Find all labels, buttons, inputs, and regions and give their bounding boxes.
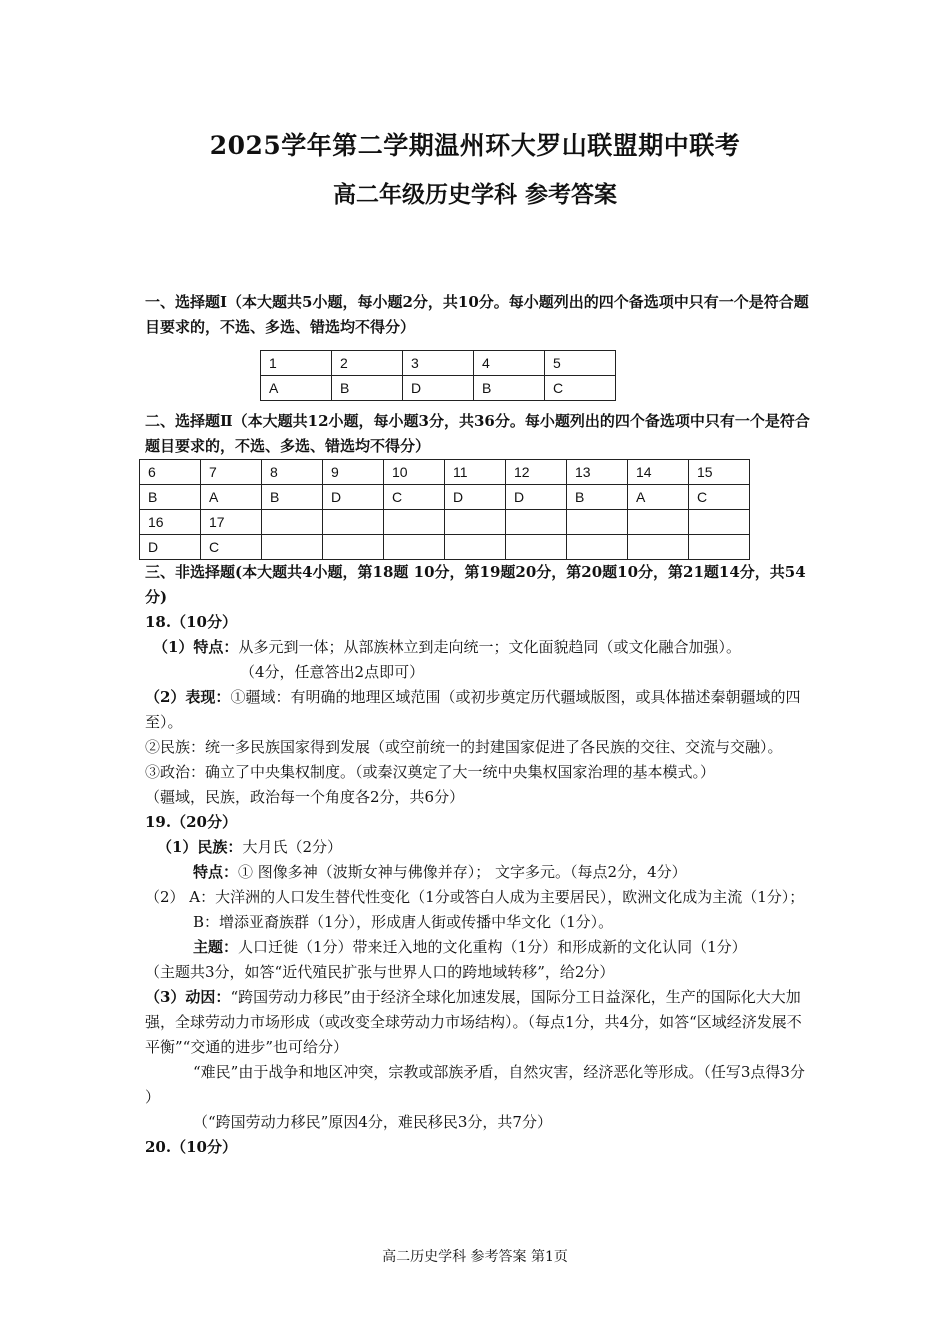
q18-part2 [145, 685, 810, 735]
table-cell: 16 [140, 510, 201, 535]
q19-part2-a: （2） A：大洋洲的人口发生替代性变化（1分或答白人成为主要居民），欧洲文化成为主流（1分）； [145, 888, 805, 906]
q18-part2-label: （2）表现： [145, 688, 231, 706]
q19-part3 [145, 985, 810, 1060]
document-subtitle: 高二年级历史学科 参考答案 [332, 181, 617, 208]
table-row [261, 376, 616, 401]
table-cell: B [567, 485, 628, 510]
q19-theme-text: 人口迁徙（1分）带来迁入地的文化重构（1分）和形成新的文化认同（1分） [238, 938, 747, 956]
q18-part1-text: 从多元到一体；从部族林立到走向统一；文化面貌趋同（或文化融合加强）。 [238, 638, 741, 656]
table-cell: 7 [201, 460, 262, 485]
document-title: 2025学年第二学期温州环大罗山联盟期中联考 [209, 131, 741, 160]
table-cell-empty [567, 510, 628, 535]
table-row [140, 485, 750, 510]
table-cell: 13 [567, 460, 628, 485]
q19-theme-label: 主题： [193, 938, 239, 956]
table-cell-empty [262, 510, 323, 535]
table-cell: D [323, 485, 384, 510]
q18-part2-politics: ③政治：确立了中央集权制度。（或秦汉奠定了大一统中央集权国家治理的基本模式。） [145, 763, 716, 781]
table-cell: 1 [261, 351, 332, 376]
table-cell-empty [689, 535, 750, 560]
document-body [145, 290, 810, 1160]
table-cell: C [201, 535, 262, 560]
table-cell: 12 [506, 460, 567, 485]
table-cell: 6 [140, 460, 201, 485]
table-cell: D [140, 535, 201, 560]
table-row [140, 510, 750, 535]
q19-features-label: 特点： [193, 863, 239, 881]
q19-part3-text: “跨国劳动力移民”由于经济全球化加速发展，国际分工日益深化，生产的国际化大大加强，全球劳动力市场形成（或改变全球劳动力市场结构）。（每点1分，共4分，如答“区域经济发展不平衡”“交通的进步”也可给分） [145, 988, 802, 1056]
q19-features-text: ① 图像多神（波斯女神与佛像并存）； 文字多元。（每点2分，4分） [238, 863, 687, 881]
table-cell: 14 [628, 460, 689, 485]
table-cell-empty [689, 510, 750, 535]
table-cell: C [384, 485, 445, 510]
q19-part1-text: 大月氏（2分） [242, 838, 342, 856]
table-cell: 5 [545, 351, 616, 376]
q19-part1-label: （1）民族： [157, 838, 243, 856]
section2-answer-table [139, 459, 750, 560]
q19-title: 19.（20分） [145, 813, 237, 831]
q18-part1 [145, 635, 810, 660]
section1-heading: 一、选择题Ⅰ（本大题共5小题，每小题2分，共10分。每小题列出的四个备选项中只有一个是符合题目要求的，不选、多选、错选均不得分） [145, 293, 809, 336]
table-cell: D [403, 376, 474, 401]
table-cell: 4 [474, 351, 545, 376]
table-cell: 11 [445, 460, 506, 485]
table-cell: B [332, 376, 403, 401]
table-cell: B [140, 485, 201, 510]
table-cell-empty [506, 535, 567, 560]
q19-part2-note: （主题共3分，如答“近代殖民扩张与世界人口的跨地域转移”，给2分） [145, 963, 615, 981]
q19-part2-theme [145, 935, 810, 960]
table-cell-empty [506, 510, 567, 535]
table-cell: A [201, 485, 262, 510]
table-cell: C [689, 485, 750, 510]
q20-title: 20.（10分） [145, 1138, 237, 1156]
table-cell: 8 [262, 460, 323, 485]
table-cell: A [628, 485, 689, 510]
q19-part3-refugee: “难民”由于战争和地区冲突，宗教或部族矛盾，自然灾害，经济恶化等形成。（任写3点得3分 ） [145, 1063, 805, 1106]
page-footer: 高二历史学科 参考答案 第1页 [382, 1249, 568, 1265]
q18-part2-text: ①疆域：有明确的地理区域范围（或初步奠定历代疆域版图，或具体描述秦朝疆域的四至）。 [145, 688, 801, 731]
table-cell-empty [567, 535, 628, 560]
table-cell: 3 [403, 351, 474, 376]
table-cell-empty [628, 535, 689, 560]
table-row [140, 460, 750, 485]
table-cell-empty [262, 535, 323, 560]
table-cell: 2 [332, 351, 403, 376]
q19-part2-b: B：增添亚裔族群（1分），形成唐人街或传播中华文化（1分）。 [193, 913, 614, 931]
table-cell: A [261, 376, 332, 401]
table-cell: C [545, 376, 616, 401]
q18-title: 18.（10分） [145, 613, 237, 631]
q18-part2-ethnicity: ②民族：统一多民族国家得到发展（或空前统一的封建国家促进了各民族的交往、交流与交融）。 [145, 738, 783, 756]
section1-answer-table [260, 350, 616, 401]
table-cell-empty [323, 510, 384, 535]
table-cell: 9 [323, 460, 384, 485]
table-cell-empty [384, 510, 445, 535]
table-cell-empty [323, 535, 384, 560]
q18-part1-label: （1）特点： [153, 638, 239, 656]
q19-part1-features [145, 860, 810, 885]
table-cell-empty [384, 535, 445, 560]
q18-part2-note: （疆域，民族，政治每一个角度各2分，共6分） [145, 788, 465, 806]
q19-part3-label: （3）动因： [145, 988, 231, 1006]
table-cell: B [262, 485, 323, 510]
table-cell-empty [628, 510, 689, 535]
table-cell: D [506, 485, 567, 510]
table-row [261, 351, 616, 376]
table-cell-empty [445, 510, 506, 535]
table-row [140, 535, 750, 560]
table-cell: 10 [384, 460, 445, 485]
q19-part1 [145, 835, 810, 860]
section2-heading: 二、选择题Ⅱ（本大题共12小题，每小题3分，共36分。每小题列出的四个备选项中只有一个是符合题目要求的，不选、多选、错选均不得分） [145, 412, 810, 455]
section3-heading: 三、非选择题(本大题共4小题，第18题 10分，第19题20分，第20题10分，第21题14分，共54分) [145, 563, 806, 606]
table-cell-empty [445, 535, 506, 560]
table-cell: B [474, 376, 545, 401]
q18-part1-note: （4分，任意答出2点即可） [240, 663, 425, 681]
q19-part3-note: （“跨国劳动力移民”原因4分，难民移民3分，共7分） [193, 1113, 552, 1131]
table-cell: 15 [689, 460, 750, 485]
table-cell: D [445, 485, 506, 510]
table-cell: 17 [201, 510, 262, 535]
